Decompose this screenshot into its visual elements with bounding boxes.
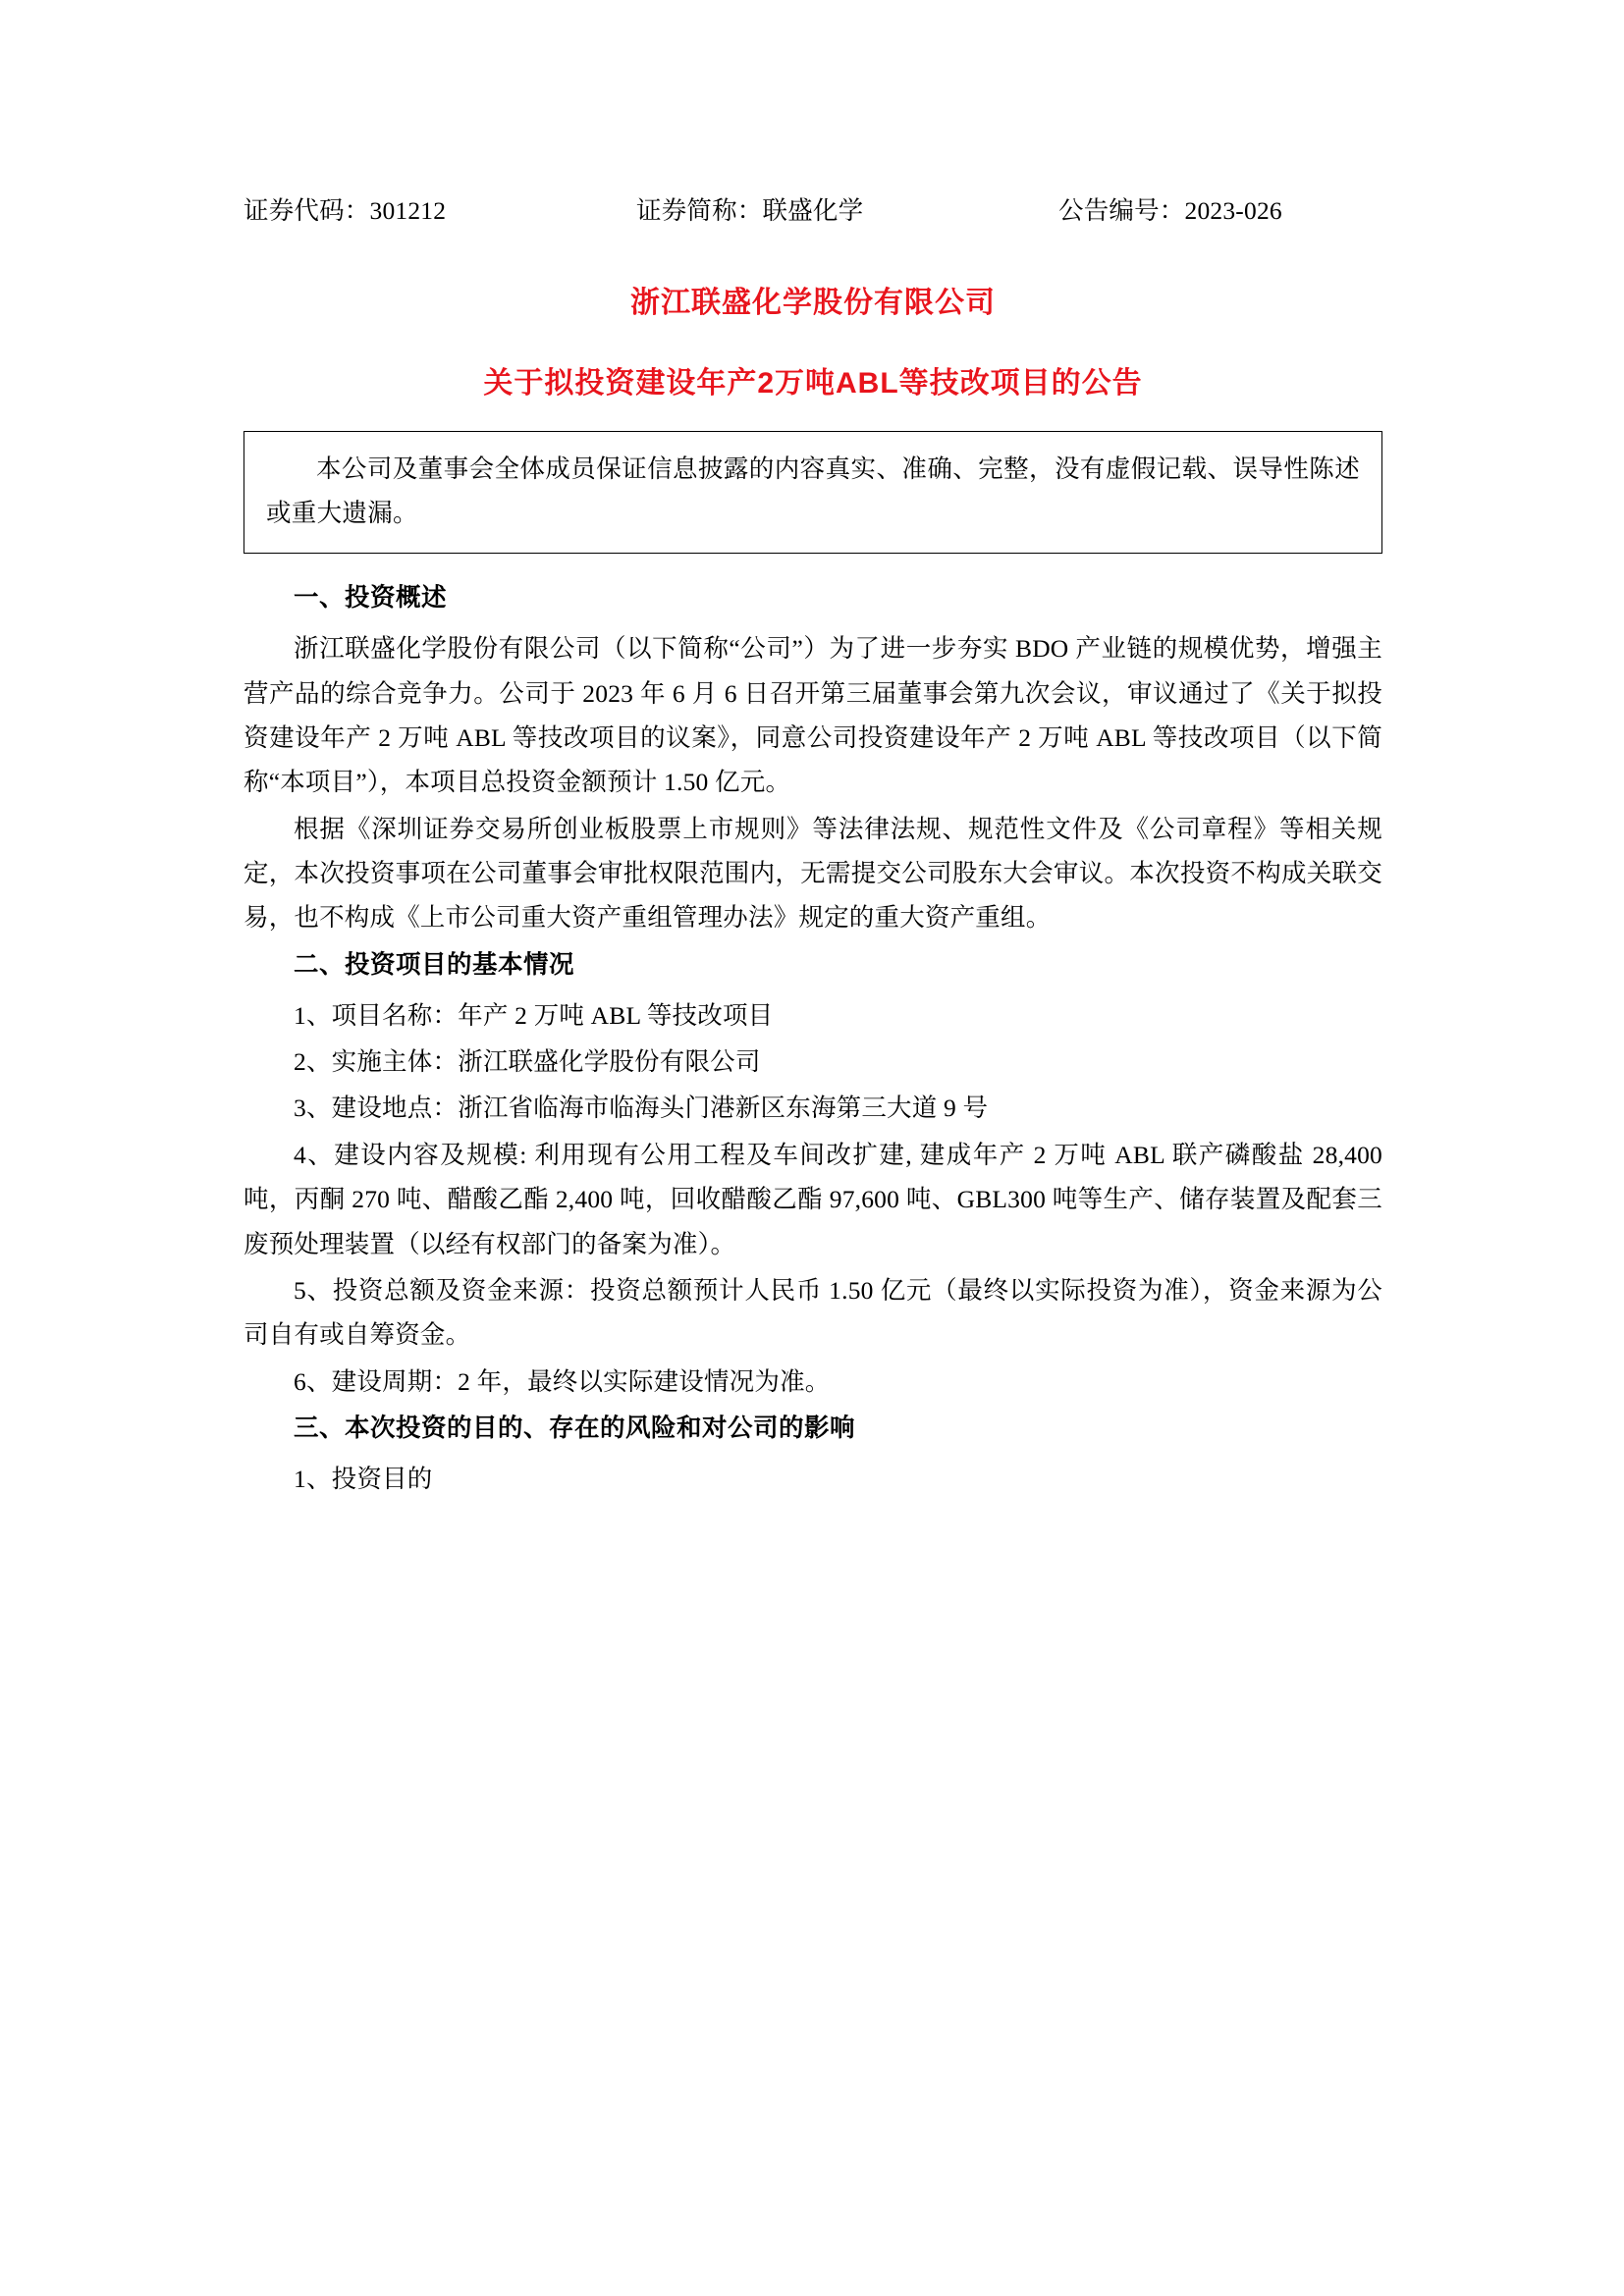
- section-one-paragraph-2: 根据《深圳证券交易所创业板股票上市规则》等法律法规、规范性文件及《公司章程》等相关规定，本次投资事项在公司董事会审批权限范围内，无需提交公司股东大会审议。本次投资不构成关联交易，也不构成《上市公司重大资产重组管理办法》规定的重大资产重组。: [244, 814, 1382, 933]
- disclosure-statement-text: 本公司及董事会全体成员保证信息披露的内容真实、准确、完整，没有虚假记载、误导性陈述或重大遗漏。: [266, 454, 1360, 527]
- announcement-title: 关于拟投资建设年产2万吨ABL等技改项目的公告: [483, 367, 1143, 400]
- section-one-paragraph-1: 浙江联盛化学股份有限公司（以下简称“公司”）为了进一步夯实 BDO 产业链的规模优势，增强主营产品的综合竞争力。公司于 2023 年 6 月 6 日召开第三届董事会第九次会议，审议通过了《关于拟投资建设年产 2 万吨 ABL 等技改项目的议案》，同意公司投资建设年产 2 万吨 ABL 等技改项目（以下简称“本项目”），本项目总投资金额预计 1.50 亿元。: [244, 634, 1382, 797]
- security-code: 证券代码：301212: [244, 196, 447, 225]
- section-two-item-2: 2、实施主体：浙江联盛化学股份有限公司: [294, 1047, 761, 1077]
- disclosure-statement-box: [244, 431, 1382, 554]
- document-content: [244, 191, 1382, 1503]
- document-header: [244, 191, 1382, 227]
- announcement-number: 公告编号：2023-026: [1058, 196, 1282, 225]
- section-heading-one: 一、投资概述: [294, 583, 448, 613]
- company-title: 浙江联盛化学股份有限公司: [630, 287, 996, 319]
- section-two-item-6: 6、建设周期：2 年，最终以实际建设情况为准。: [294, 1366, 831, 1396]
- security-short-name: 证券简称：联盛化学: [636, 196, 864, 225]
- section-three-item-1: 1、投资目的: [294, 1464, 433, 1493]
- section-two-item-5: 5、投资总额及资金来源：投资总额预计人民币 1.50 亿元（最终以实际投资为准），资金来源为公司自有或自筹资金。: [244, 1275, 1382, 1350]
- section-heading-two: 二、投资项目的基本情况: [294, 949, 575, 979]
- section-heading-three: 三、本次投资的目的、存在的风险和对公司的影响: [294, 1414, 856, 1443]
- section-two-item-3: 3、建设地点：浙江省临海市临海头门港新区东海第三大道 9 号: [294, 1094, 989, 1123]
- section-two-item-1: 1、项目名称：年产 2 万吨 ABL 等技改项目: [294, 1000, 774, 1030]
- section-two-item-4: 4、建设内容及规模: 利用现有公用工程及车间改扩建, 建成年产 2 万吨 ABL 联产磷酸盐 28,400 吨，丙酮 270 吨、醋酸乙酯 2,400 吨，回收醋酸乙酯 97,600 吨、GBL300 吨等生产、储存装置及配套三废预处理装置（以经有权部门的备案为准）。: [244, 1140, 1382, 1258]
